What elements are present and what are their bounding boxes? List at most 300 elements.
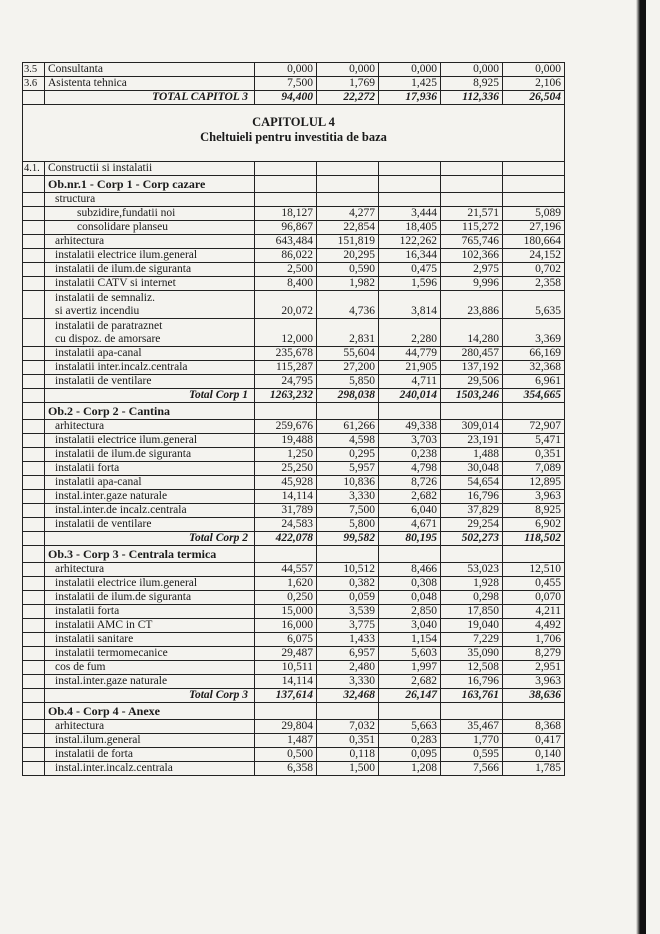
value-cell: 3,963 [503, 675, 565, 689]
row-number: 3.6 [23, 77, 45, 91]
value-cell: 10,836 [317, 476, 379, 490]
row-description: instalatii de ventilare [45, 518, 255, 532]
value-cell: 29,506 [441, 375, 503, 389]
row-number [23, 591, 45, 605]
value-cell: 2,358 [503, 277, 565, 291]
value-cell: 2,975 [441, 263, 503, 277]
value-cell [503, 546, 565, 563]
row-number [23, 703, 45, 720]
desc-line-2: si avertiz incendiu [55, 305, 140, 317]
row-description: instalatii CATV si internet [45, 277, 255, 291]
value-cell: 1503,246 [441, 389, 503, 403]
value-cell: 259,676 [255, 420, 317, 434]
value-cell: 137,614 [255, 689, 317, 703]
row-number [23, 577, 45, 591]
desc-line-2: cu dispoz. de amorsare [55, 333, 161, 345]
value-cell: 22,272 [317, 91, 379, 105]
value-cell [379, 193, 441, 207]
value-cell: 86,022 [255, 249, 317, 263]
row-number [23, 403, 45, 420]
value-cell: 54,654 [441, 476, 503, 490]
table-row [23, 462, 565, 476]
value-cell: 2,951 [503, 661, 565, 675]
value-cell: 94,400 [255, 91, 317, 105]
value-cell: 53,023 [441, 563, 503, 577]
value-cell: 26,504 [503, 91, 565, 105]
value-cell: 4,211 [503, 605, 565, 619]
value-cell: 18,127 [255, 207, 317, 221]
row-description: Total Corp 1 [45, 389, 255, 403]
table-row [23, 591, 565, 605]
table-row [23, 734, 565, 748]
value-cell [317, 176, 379, 193]
value-cell [379, 162, 441, 176]
value-cell [503, 193, 565, 207]
value-cell: 1,208 [379, 762, 441, 776]
value-cell: 3,444 [379, 207, 441, 221]
value-cell: 1,785 [503, 762, 565, 776]
value-cell: 24,795 [255, 375, 317, 389]
value-cell: 8,368 [503, 720, 565, 734]
value-cell [255, 193, 317, 207]
value-cell: 0,595 [441, 748, 503, 762]
value-cell: 23,886 [441, 291, 503, 319]
value-cell: 1,997 [379, 661, 441, 675]
row-number: 4.1. [23, 162, 45, 176]
value-cell: 8,726 [379, 476, 441, 490]
value-cell: 10,512 [317, 563, 379, 577]
value-cell: 6,040 [379, 504, 441, 518]
value-cell: 0,475 [379, 263, 441, 277]
table-row [23, 249, 565, 263]
table-row [23, 375, 565, 389]
value-cell [441, 546, 503, 563]
value-cell: 8,400 [255, 277, 317, 291]
object-title-row [23, 703, 565, 720]
total-row [23, 532, 565, 546]
row-number: 3.5 [23, 63, 45, 77]
value-cell: 102,366 [441, 249, 503, 263]
row-description [45, 319, 255, 347]
value-cell: 19,040 [441, 619, 503, 633]
value-cell: 66,169 [503, 347, 565, 361]
value-cell: 44,779 [379, 347, 441, 361]
value-cell [441, 162, 503, 176]
budget-table-body [23, 63, 565, 776]
row-description: instal.inter.incalz.centrala [45, 762, 255, 776]
value-cell: 44,557 [255, 563, 317, 577]
table-row [23, 633, 565, 647]
row-description: instalatii termomecanice [45, 647, 255, 661]
value-cell: 4,798 [379, 462, 441, 476]
value-cell: 27,196 [503, 221, 565, 235]
value-cell: 23,191 [441, 434, 503, 448]
table-row [23, 518, 565, 532]
row-number [23, 277, 45, 291]
value-cell: 0,000 [317, 63, 379, 77]
value-cell [255, 703, 317, 720]
value-cell: 14,114 [255, 490, 317, 504]
value-cell: 122,262 [379, 235, 441, 249]
value-cell: 2,500 [255, 263, 317, 277]
value-cell: 309,014 [441, 420, 503, 434]
row-description: arhitectura [45, 420, 255, 434]
value-cell: 35,090 [441, 647, 503, 661]
row-number [23, 91, 45, 105]
value-cell: 3,775 [317, 619, 379, 633]
value-cell: 280,457 [441, 347, 503, 361]
table-row [23, 434, 565, 448]
value-cell: 5,957 [317, 462, 379, 476]
value-cell: 80,195 [379, 532, 441, 546]
table-row [23, 605, 565, 619]
value-cell: 6,358 [255, 762, 317, 776]
value-cell: 765,746 [441, 235, 503, 249]
row-number [23, 434, 45, 448]
row-description: instalatii inter.incalz.centrala [45, 361, 255, 375]
row-description: instalatii de ilum.de siguranta [45, 591, 255, 605]
value-cell: 2,831 [317, 319, 379, 347]
value-cell: 0,283 [379, 734, 441, 748]
value-cell: 5,635 [503, 291, 565, 319]
value-cell: 0,048 [379, 591, 441, 605]
value-cell: 115,272 [441, 221, 503, 235]
value-cell: 0,702 [503, 263, 565, 277]
row-number [23, 361, 45, 375]
table-row [23, 619, 565, 633]
value-cell: 0,308 [379, 577, 441, 591]
value-cell: 112,336 [441, 91, 503, 105]
value-cell: 0,140 [503, 748, 565, 762]
value-cell: 118,502 [503, 532, 565, 546]
value-cell: 4,492 [503, 619, 565, 633]
value-cell: 8,466 [379, 563, 441, 577]
value-cell: 115,287 [255, 361, 317, 375]
value-cell [441, 176, 503, 193]
value-cell: 72,907 [503, 420, 565, 434]
value-cell: 3,963 [503, 490, 565, 504]
value-cell: 30,048 [441, 462, 503, 476]
row-description: Ob.nr.1 - Corp 1 - Corp cazare [45, 176, 255, 193]
chapter-header [23, 105, 565, 162]
value-cell [317, 193, 379, 207]
row-number [23, 235, 45, 249]
value-cell: 2,682 [379, 675, 441, 689]
value-cell: 137,192 [441, 361, 503, 375]
row-description: arhitectura [45, 235, 255, 249]
row-number [23, 476, 45, 490]
value-cell: 32,368 [503, 361, 565, 375]
value-cell: 15,000 [255, 605, 317, 619]
row-number [23, 249, 45, 263]
desc-line-1: instalatii de semnaliz. [55, 292, 155, 304]
value-cell: 99,582 [317, 532, 379, 546]
value-cell: 26,147 [379, 689, 441, 703]
value-cell: 6,075 [255, 633, 317, 647]
table-row [23, 263, 565, 277]
table-row [23, 476, 565, 490]
value-cell: 12,510 [503, 563, 565, 577]
value-cell: 61,266 [317, 420, 379, 434]
value-cell: 5,089 [503, 207, 565, 221]
budget-sheet [22, 62, 562, 776]
table-row [23, 647, 565, 661]
value-cell: 151,819 [317, 235, 379, 249]
value-cell: 0,351 [317, 734, 379, 748]
row-description: instal.inter.gaze naturale [45, 490, 255, 504]
row-description: TOTAL CAPITOL 3 [45, 91, 255, 105]
value-cell: 7,229 [441, 633, 503, 647]
row-description: instalatii electrice ilum.general [45, 434, 255, 448]
value-cell: 38,636 [503, 689, 565, 703]
value-cell: 96,867 [255, 221, 317, 235]
row-description: instalatii electrice ilum.general [45, 249, 255, 263]
value-cell [317, 546, 379, 563]
object-title-row [23, 546, 565, 563]
value-cell: 3,330 [317, 490, 379, 504]
value-cell: 24,152 [503, 249, 565, 263]
value-cell: 1,500 [317, 762, 379, 776]
value-cell: 1263,232 [255, 389, 317, 403]
value-cell: 4,736 [317, 291, 379, 319]
value-cell: 163,761 [441, 689, 503, 703]
row-description: instalatii de ilum.de siguranta [45, 263, 255, 277]
row-number [23, 532, 45, 546]
row-number [23, 748, 45, 762]
value-cell [379, 176, 441, 193]
value-cell: 6,957 [317, 647, 379, 661]
table-row [23, 347, 565, 361]
chapter-subtitle: Cheltuieli pentru investitia de baza [200, 130, 387, 144]
scan-edge-shadow [636, 0, 646, 934]
value-cell: 0,417 [503, 734, 565, 748]
row-description: instalatii de ventilare [45, 375, 255, 389]
table-row [23, 490, 565, 504]
value-cell: 4,598 [317, 434, 379, 448]
value-cell: 18,405 [379, 221, 441, 235]
table-row [23, 361, 565, 375]
row-description: arhitectura [45, 720, 255, 734]
table-row [23, 420, 565, 434]
value-cell: 2,850 [379, 605, 441, 619]
value-cell [255, 162, 317, 176]
value-cell: 14,280 [441, 319, 503, 347]
budget-table [22, 62, 565, 776]
value-cell: 0,590 [317, 263, 379, 277]
value-cell: 5,603 [379, 647, 441, 661]
table-row [23, 675, 565, 689]
row-description: Ob.3 - Corp 3 - Centrala termica [45, 546, 255, 563]
value-cell: 3,703 [379, 434, 441, 448]
row-description: instalatii de ilum.de siguranta [45, 448, 255, 462]
value-cell: 1,596 [379, 277, 441, 291]
table-row [23, 748, 565, 762]
value-cell: 1,154 [379, 633, 441, 647]
value-cell: 24,583 [255, 518, 317, 532]
value-cell: 12,895 [503, 476, 565, 490]
chapter-title: CAPITOLUL 4 [252, 115, 335, 129]
value-cell: 0,382 [317, 577, 379, 591]
value-cell [503, 403, 565, 420]
row-number [23, 619, 45, 633]
value-cell: 7,032 [317, 720, 379, 734]
row-number [23, 291, 45, 319]
value-cell [255, 176, 317, 193]
value-cell: 0,000 [503, 63, 565, 77]
value-cell: 0,455 [503, 577, 565, 591]
row-description: Constructii si instalatii [45, 162, 255, 176]
row-number [23, 263, 45, 277]
row-number [23, 518, 45, 532]
total-row [23, 689, 565, 703]
row-description: instalatii forta [45, 605, 255, 619]
row-description: instalatii forta [45, 462, 255, 476]
row-description: Total Corp 3 [45, 689, 255, 703]
value-cell: 35,467 [441, 720, 503, 734]
table-row [23, 277, 565, 291]
row-number [23, 462, 45, 476]
value-cell: 8,925 [441, 77, 503, 91]
value-cell: 45,928 [255, 476, 317, 490]
value-cell: 29,487 [255, 647, 317, 661]
value-cell: 14,114 [255, 675, 317, 689]
value-cell: 0,298 [441, 591, 503, 605]
object-title-row [23, 403, 565, 420]
table-row [23, 235, 565, 249]
chapter-header-row [23, 105, 565, 162]
value-cell: 0,000 [255, 63, 317, 77]
value-cell [255, 546, 317, 563]
value-cell: 3,369 [503, 319, 565, 347]
value-cell: 3,539 [317, 605, 379, 619]
table-row [23, 448, 565, 462]
value-cell: 1,425 [379, 77, 441, 91]
table-row [23, 193, 565, 207]
value-cell: 4,711 [379, 375, 441, 389]
row-description: instalatii AMC in CT [45, 619, 255, 633]
row-description: Asistenta tehnica [45, 77, 255, 91]
value-cell [255, 403, 317, 420]
value-cell: 0,250 [255, 591, 317, 605]
value-cell: 1,928 [441, 577, 503, 591]
value-cell: 422,078 [255, 532, 317, 546]
row-description: subzidire,fundatii noi [45, 207, 255, 221]
value-cell: 12,508 [441, 661, 503, 675]
value-cell: 32,468 [317, 689, 379, 703]
row-description: instal.inter.gaze naturale [45, 675, 255, 689]
value-cell: 0,295 [317, 448, 379, 462]
value-cell: 0,351 [503, 448, 565, 462]
value-cell: 17,850 [441, 605, 503, 619]
value-cell: 235,678 [255, 347, 317, 361]
value-cell: 4,671 [379, 518, 441, 532]
table-row [23, 221, 565, 235]
row-number [23, 546, 45, 563]
row-description: Ob.2 - Corp 2 - Cantina [45, 403, 255, 420]
value-cell: 31,789 [255, 504, 317, 518]
table-row [23, 77, 565, 91]
value-cell: 1,488 [441, 448, 503, 462]
row-number [23, 420, 45, 434]
table-row [23, 291, 565, 319]
value-cell: 0,500 [255, 748, 317, 762]
value-cell: 9,996 [441, 277, 503, 291]
value-cell: 240,014 [379, 389, 441, 403]
value-cell: 22,854 [317, 221, 379, 235]
row-number [23, 375, 45, 389]
row-number [23, 633, 45, 647]
value-cell [317, 703, 379, 720]
value-cell: 4,277 [317, 207, 379, 221]
row-number [23, 448, 45, 462]
row-number [23, 347, 45, 361]
row-description: instal.ilum.general [45, 734, 255, 748]
value-cell: 16,344 [379, 249, 441, 263]
row-number [23, 490, 45, 504]
value-cell: 0,238 [379, 448, 441, 462]
value-cell: 25,250 [255, 462, 317, 476]
value-cell: 2,682 [379, 490, 441, 504]
value-cell: 12,000 [255, 319, 317, 347]
row-number [23, 193, 45, 207]
table-row [23, 563, 565, 577]
value-cell: 17,936 [379, 91, 441, 105]
value-cell [503, 703, 565, 720]
section-row [23, 162, 565, 176]
table-row [23, 504, 565, 518]
value-cell: 2,280 [379, 319, 441, 347]
value-cell [441, 193, 503, 207]
value-cell: 643,484 [255, 235, 317, 249]
value-cell: 3,814 [379, 291, 441, 319]
value-cell: 1,250 [255, 448, 317, 462]
value-cell: 0,059 [317, 591, 379, 605]
value-cell: 29,804 [255, 720, 317, 734]
value-cell: 3,040 [379, 619, 441, 633]
row-description: instal.inter.de incalz.centrala [45, 504, 255, 518]
row-number [23, 504, 45, 518]
value-cell [503, 176, 565, 193]
value-cell [503, 162, 565, 176]
value-cell: 10,511 [255, 661, 317, 675]
row-description: Total Corp 2 [45, 532, 255, 546]
row-number [23, 647, 45, 661]
table-row [23, 577, 565, 591]
table-row [23, 720, 565, 734]
row-description: instalatii apa-canal [45, 476, 255, 490]
value-cell [441, 403, 503, 420]
value-cell: 298,038 [317, 389, 379, 403]
row-number [23, 734, 45, 748]
total-row [23, 389, 565, 403]
row-description: consolidare planseu [45, 221, 255, 235]
value-cell: 20,295 [317, 249, 379, 263]
row-number [23, 605, 45, 619]
value-cell: 7,500 [317, 504, 379, 518]
value-cell [441, 703, 503, 720]
row-description: Consultanta [45, 63, 255, 77]
value-cell [379, 403, 441, 420]
value-cell: 1,487 [255, 734, 317, 748]
row-number [23, 675, 45, 689]
table-row [23, 207, 565, 221]
value-cell: 0,118 [317, 748, 379, 762]
desc-line-1: instalatii de paratraznet [55, 320, 163, 332]
value-cell: 0,000 [441, 63, 503, 77]
total-row [23, 91, 565, 105]
value-cell: 1,982 [317, 277, 379, 291]
row-description: instalatii de forta [45, 748, 255, 762]
